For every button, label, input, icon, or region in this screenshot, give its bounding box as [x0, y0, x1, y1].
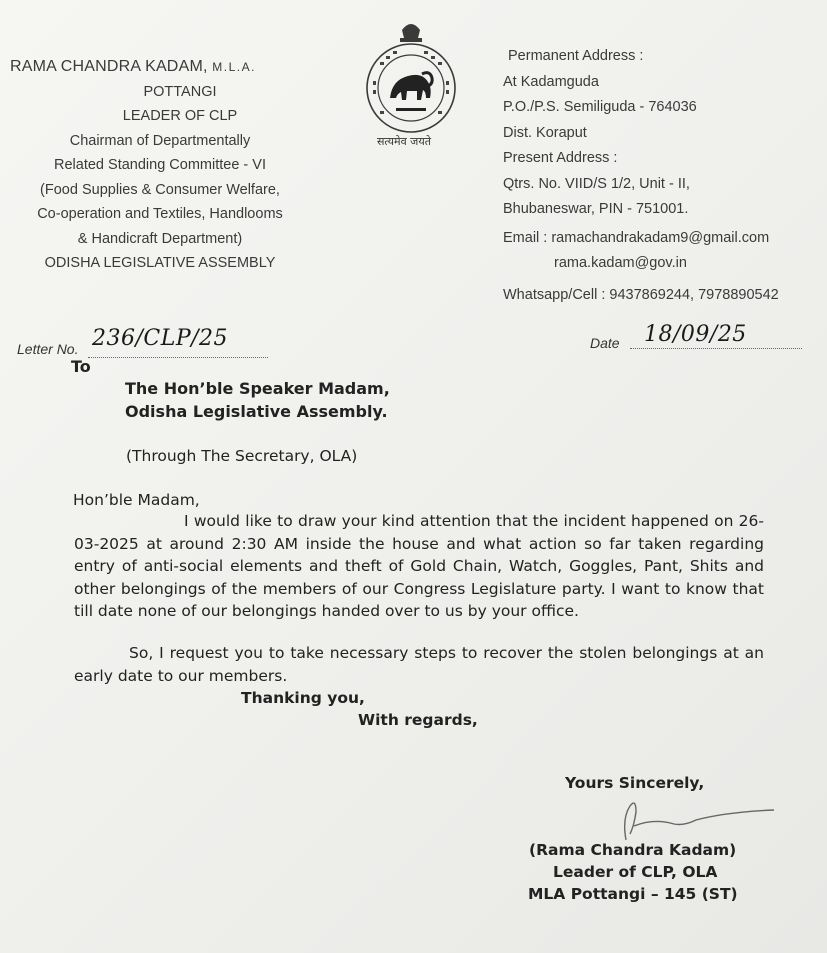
present-address-label: Present Address : [503, 150, 618, 166]
date-label: Date [590, 335, 620, 351]
date-value: 18/09/25 [644, 322, 747, 347]
party-role: LEADER OF CLP [122, 108, 238, 124]
committee-line-5: & Handicraft Department) [77, 230, 243, 247]
recipient-line-2: Odisha Legislative Assembly. [125, 402, 388, 421]
letter-no-value: 236/CLP/25 [92, 326, 229, 351]
to-label: To [71, 357, 91, 376]
body-paragraph-1: I would like to draw your kind attention that the incident happened on 26-03-2025 at around 2:30 AM inside the house and what action so far taken regarding entry of anti-social elements and theft of Gold Chain, Watch, Goggles, Pant, Shits and other belongings of the members of our Congress Legislature party. I want to know that till date none of our belongings handed over to us by your office. [74, 512, 764, 620]
sender-name [10, 55, 310, 80]
committee-line-1: Chairman of Departmentally [69, 132, 251, 149]
address-post: P.O./P.S. Semiliguda - 764036 [503, 99, 697, 115]
email-primary: Email : ramachandrakadam9@gmail.com [503, 229, 770, 246]
regards-line: With regards, [358, 711, 478, 729]
letter-no-dotted-line [88, 357, 268, 358]
permanent-address-label: Permanent Address : [508, 48, 644, 64]
committee-line-2: Related Standing Committee - VI [54, 157, 266, 173]
date-dotted-line [630, 348, 802, 349]
email-secondary: rama.kadam@gov.in [554, 255, 687, 271]
closing-line: Yours Sincerely, [565, 774, 705, 792]
emblem-motto: सत्यमेव जयते [376, 135, 431, 148]
assembly-name: ODISHA LEGISLATIVE ASSEMBLY [44, 255, 276, 271]
letterhead-address [503, 44, 779, 308]
odisha-emblem-icon [358, 16, 464, 151]
signatory-role: Leader of CLP, OLA [553, 863, 718, 881]
address-city: Bhubaneswar, PIN - 751001. [503, 201, 689, 217]
thanking-line: Thanking you, [241, 689, 365, 707]
salutation: Hon’ble Madam, [73, 491, 200, 509]
address-district: Dist. Koraput [503, 124, 587, 141]
address-village: At Kadamguda [503, 73, 599, 90]
signatory-name: (Rama Chandra Kadam) [529, 841, 737, 859]
constituency: POTTANGI [143, 83, 217, 100]
phone-numbers: Whatsapp/Cell : 9437869244, 7978890542 [503, 286, 779, 303]
committee-line-3: (Food Supplies & Consumer Welfare, [40, 181, 280, 198]
recipient-line-1: The Hon’ble Speaker Madam, [125, 379, 390, 398]
letter-no-label: Letter No. [17, 341, 79, 357]
committee-line-4: Co-operation and Textiles, Handlooms [37, 206, 283, 222]
sender-name-text: RAMA CHANDRA KADAM, [10, 58, 208, 75]
address-quarters: Qtrs. No. VIID/S 1/2, Unit - II, [503, 175, 690, 192]
body-paragraph-2: So, I request you to take necessary steps to recover the stolen belongings at an early date to our members. [74, 644, 764, 685]
letterhead-left [10, 55, 310, 276]
sender-title: M.L.A. [212, 60, 256, 74]
signatory-constituency: MLA Pottangi – 145 (ST) [528, 885, 738, 903]
through-line: (Through The Secretary, OLA) [126, 447, 358, 465]
